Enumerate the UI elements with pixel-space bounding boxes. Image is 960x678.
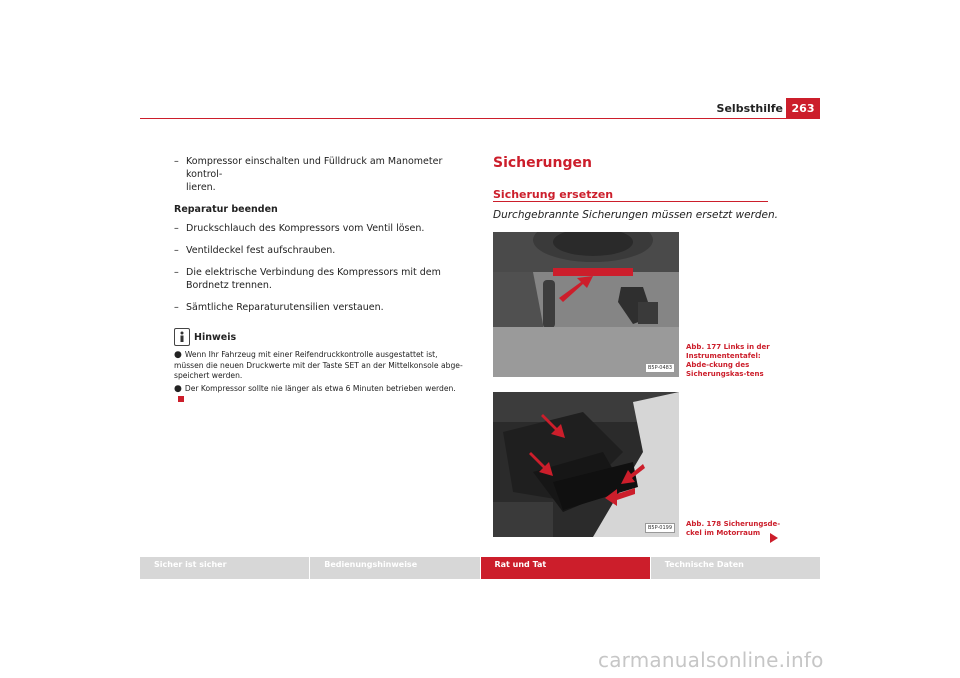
step-item xyxy=(174,222,464,235)
note-bullet xyxy=(174,350,464,382)
dashboard-illustration xyxy=(493,232,679,377)
footer-tab-bedienung[interactable]: Bedienungshinweise xyxy=(310,557,479,579)
dash-bullet: – xyxy=(174,223,179,234)
continue-arrow-icon xyxy=(770,533,778,543)
note-bullet-text: Der Kompressor sollte nie länger als etwa 6 Minuten betrieben werden. xyxy=(184,383,456,393)
bullet-dot: ● xyxy=(174,383,182,394)
engine-bay-illustration xyxy=(493,392,679,537)
figure-engine-bay-fusebox xyxy=(493,392,679,537)
dash-bullet: – xyxy=(174,267,179,278)
figure-caption: Abb. 177 Links in der Instrumententafel: Abde-ckung des Sicherungskas-tens xyxy=(686,343,770,378)
step-item xyxy=(174,155,464,194)
figure-dashboard-fusebox xyxy=(493,232,679,377)
subsection-title: Sicherung ersetzen xyxy=(493,188,614,201)
note-title: Hinweis xyxy=(194,331,237,343)
subheading-repair-end: Reparatur beenden xyxy=(174,204,278,215)
step-text: Ventildeckel fest aufschrauben. xyxy=(186,245,336,256)
note-heading xyxy=(174,328,464,346)
figure-code: B5P-0483 xyxy=(645,363,675,373)
footer-tab-rat-und-tat[interactable]: Rat und Tat xyxy=(481,557,650,579)
dash-bullet: – xyxy=(174,245,179,256)
footer-nav xyxy=(140,557,820,579)
subsection-rule xyxy=(493,201,768,202)
step-text: Kompressor einschalten und Fülldruck am Manometer kontrol- lieren. xyxy=(186,156,443,193)
footer-tab-sicher[interactable]: Sicher ist sicher xyxy=(140,557,309,579)
bullet-dot: ● xyxy=(174,350,182,360)
left-column xyxy=(174,155,464,407)
page-number: 263 xyxy=(786,98,820,118)
watermark: carmanualsonline.info xyxy=(598,648,824,672)
step-item xyxy=(174,244,464,257)
step-text: Die elektrische Verbindung des Kompressors mit dem Bordnetz trennen. xyxy=(186,267,441,291)
step-text: Druckschlauch des Kompressors vom Ventil lösen. xyxy=(186,223,425,234)
header-rule xyxy=(140,118,820,119)
section-title: Sicherungen xyxy=(493,155,592,171)
header-title: Selbsthilfe xyxy=(716,102,783,115)
figure-caption: Abb. 178 Sicherungsde-ckel im Motorraum xyxy=(686,520,781,537)
step-text: Sämtliche Reparaturutensilien verstauen. xyxy=(186,302,384,313)
figure-code: B5P-0199 xyxy=(645,523,675,533)
end-marker xyxy=(178,396,184,402)
step-item xyxy=(174,266,464,292)
footer-tab-technische-daten[interactable]: Technische Daten xyxy=(651,557,820,579)
step-item xyxy=(174,301,464,314)
dash-bullet: – xyxy=(174,302,179,313)
note-icon xyxy=(174,328,190,346)
note-bullet-text: Wenn Ihr Fahrzeug mit einer Reifendruckkontrolle ausgestattet ist, müssen die neuen Druckwerte mit der Taste SET an der Mittelkonsole abge-speichert werden. xyxy=(174,350,463,380)
lead-text: Durchgebrannte Sicherungen müssen ersetzt werden. xyxy=(493,209,779,221)
note-bullet xyxy=(174,384,464,405)
dash-bullet: – xyxy=(174,156,179,167)
